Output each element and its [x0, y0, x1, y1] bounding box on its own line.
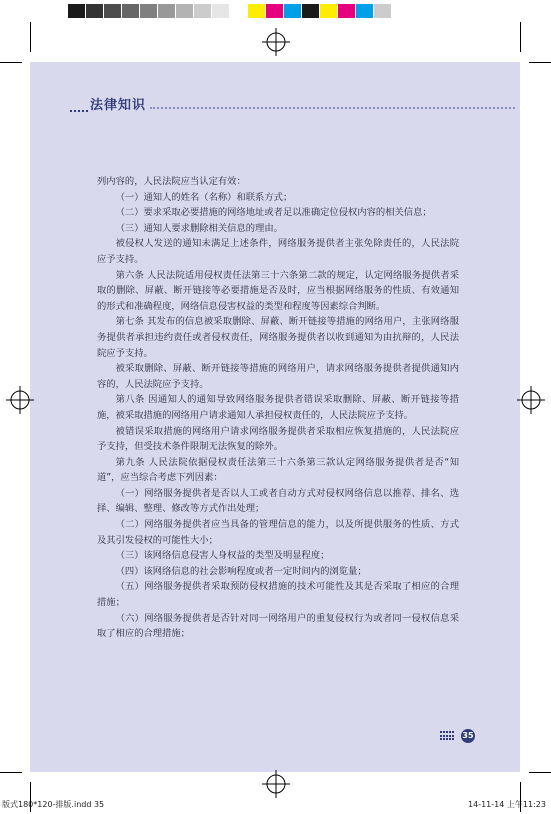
paragraph: 列内容的，人民法院应当认定有效： [97, 176, 246, 187]
registration-mark-top [262, 28, 290, 56]
paragraph: 第七条 其发布的信息被采取删除、屏蔽、断开链接等措施的网络用户，主张网络服务提供者承担违约责任或者侵权责任，网络服务提供者以收到通知为由抗辩的，人民法院应予支持。 [97, 316, 459, 359]
paragraph: 被错误采取措施的网络用户请求网络服务提供者采取相应恢复措施的，人民法院应予支持，但受技术条件限制无法恢复的除外。 [97, 425, 459, 453]
color-swatch [122, 4, 140, 18]
color-swatch [248, 4, 266, 18]
file-slug: 版式180*120-排版.indd 35 [2, 800, 105, 809]
color-swatch [104, 4, 122, 18]
color-swatch [338, 4, 356, 18]
paragraph: 第八条 因通知人的通知导致网络服务提供者错误采取删除、屏蔽、断开链接等措施，被采取措施的网络用户请求通知人承担侵权责任的，人民法院应予支持。 [97, 394, 459, 421]
paragraph: 第九条 人民法院依据侵权责任法第三十六条第三款认定网络服务提供者是否“知道”，应当综合考虑下列因素： [97, 456, 459, 484]
section-title: 法律知识 [90, 98, 147, 113]
crop-mark [520, 22, 521, 52]
color-swatch [266, 4, 284, 18]
paragraph: 被采取删除、屏蔽、断开链接等措施的网络用户，请求网络服务提供者提供通知内容的，人民法院应予支持。 [97, 363, 459, 390]
registration-mark-left [6, 386, 34, 414]
registration-mark-right [517, 386, 545, 414]
crop-mark [0, 62, 22, 63]
color-swatch [68, 4, 86, 18]
crop-mark [30, 22, 31, 52]
paragraph: 第六条 人民法院适用侵权责任法第三十六条第二款的规定，认定网络服务提供者采取的删除、屏蔽、断开链接等必要措施是否及时，应当根据网络服务的性质、有效通知的形式和准确程度，网络信息侵害权益的类型和程度等因素综合判断。 [97, 269, 459, 312]
paragraph: （二）要求采取必要措施的网络地址或者足以准确定位侵权内容的相关信息； [115, 207, 432, 219]
color-swatch [320, 4, 338, 18]
paragraph: 被侵权人发送的通知未满足上述条件，网络服务提供者主张免除责任的，人民法院应予支持。 [97, 238, 459, 265]
paragraph: （三）通知人要求删除相关信息的理由。 [115, 222, 283, 234]
crop-mark [529, 62, 551, 63]
header-dotted-accent [70, 107, 88, 112]
color-swatch [374, 4, 392, 18]
paragraph: （四）该网络信息的社会影响程度或者一定时间内的浏览量； [115, 565, 367, 577]
registration-mark-bottom [262, 770, 290, 798]
print-color-bar [68, 4, 410, 18]
color-swatch [140, 4, 158, 18]
paragraph: （六）网络服务提供者是否针对同一网络用户的重复侵权行为或者同一侵权信息采取了相应的合理措施； [97, 612, 459, 640]
print-timestamp: 14-11-14 上午11:23 [468, 800, 546, 809]
page-number: 35 [461, 729, 475, 743]
color-swatch [230, 4, 248, 18]
paragraph: （一）通知人的姓名（名称）和联系方式； [115, 191, 293, 203]
color-swatch [302, 4, 320, 18]
dot-grid-icon [440, 731, 457, 741]
article-body [97, 174, 459, 642]
crop-mark [529, 772, 551, 773]
paragraph: （一）网络服务提供者是否以人工或者自动方式对侵权网络信息以推荐、排名、选择、编辑、整理、修改等方式作出处理； [97, 487, 459, 515]
color-swatch [356, 4, 374, 18]
paragraph: （五）网络服务提供者采取预防侵权措施的技术可能性及其是否采取了相应的合理措施； [97, 581, 459, 609]
crop-mark [0, 772, 22, 773]
color-swatch [392, 4, 410, 18]
color-swatch [194, 4, 212, 18]
paragraph: （二）网络服务提供者应当具备的管理信息的能力，以及所提供服务的性质、方式及其引发侵权的可能性大小； [97, 519, 459, 546]
color-swatch [86, 4, 104, 18]
color-swatch [212, 4, 230, 18]
color-swatch [176, 4, 194, 18]
header-dotted-rule [150, 107, 515, 109]
paragraph: （三）该网络信息侵害人身权益的类型及明显程度； [115, 550, 330, 562]
color-swatch [284, 4, 302, 18]
color-swatch [158, 4, 176, 18]
page-number-badge [440, 729, 475, 743]
